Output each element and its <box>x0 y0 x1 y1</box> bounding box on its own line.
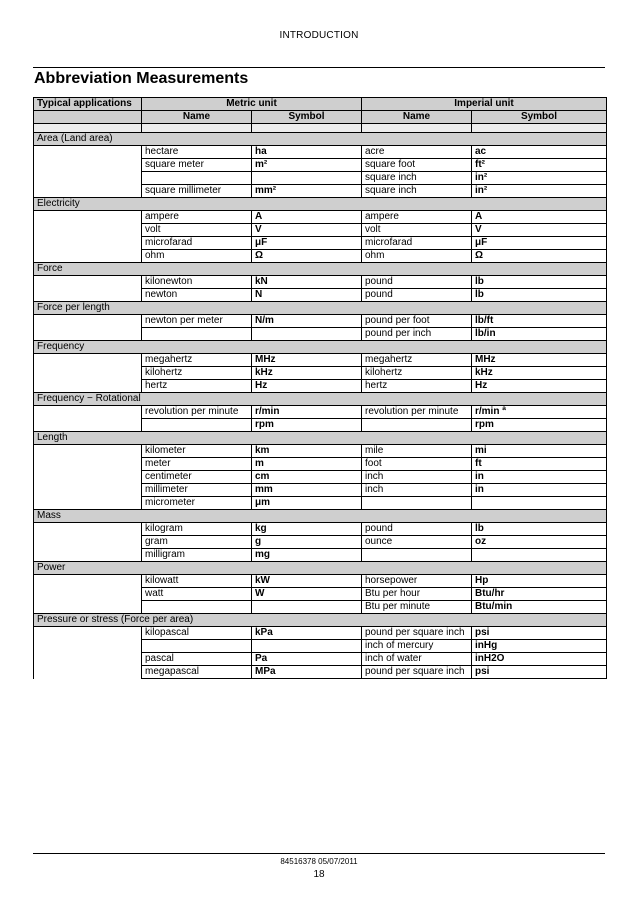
metric-symbol-cell: N/m <box>252 315 362 328</box>
application-blank-cell <box>34 497 142 510</box>
metric-name-cell <box>142 601 252 614</box>
imperial-symbol-cell: Btu/min <box>472 601 607 614</box>
application-blank-cell <box>34 380 142 393</box>
metric-symbol-cell: kPa <box>252 627 362 640</box>
imperial-name-cell: Btu per hour <box>362 588 472 601</box>
application-blank-cell <box>34 406 142 419</box>
metric-name-cell: kilometer <box>142 445 252 458</box>
metric-name-cell: centimeter <box>142 471 252 484</box>
category-row <box>34 562 607 575</box>
metric-symbol-cell: kN <box>252 276 362 289</box>
table-subheader-row <box>34 111 607 124</box>
category-label: Length <box>34 432 607 445</box>
application-blank-cell <box>34 640 142 653</box>
metric-name-cell: microfarad <box>142 237 252 250</box>
category-row <box>34 510 607 523</box>
application-blank-cell <box>34 172 142 185</box>
metric-name-cell: kilowatt <box>142 575 252 588</box>
imperial-symbol-cell: ft² <box>472 159 607 172</box>
table-row <box>34 185 607 198</box>
metric-symbol-cell: mg <box>252 549 362 562</box>
metric-name-cell: kilopascal <box>142 627 252 640</box>
table-row <box>34 315 607 328</box>
application-blank-cell <box>34 523 142 536</box>
imperial-symbol-cell: ac <box>472 146 607 159</box>
page-number: 18 <box>313 869 325 880</box>
application-blank-cell <box>34 458 142 471</box>
metric-name-cell: kilogram <box>142 523 252 536</box>
application-blank-cell <box>34 588 142 601</box>
imperial-symbol-cell: r/min ª <box>472 406 607 419</box>
application-blank-cell <box>34 315 142 328</box>
table-row <box>34 575 607 588</box>
imperial-symbol-cell: rpm <box>472 419 607 432</box>
metric-symbol-cell <box>252 172 362 185</box>
category-row <box>34 198 607 211</box>
imperial-symbol-cell: MHz <box>472 354 607 367</box>
metric-symbol-cell: ha <box>252 146 362 159</box>
table-row <box>34 549 607 562</box>
metric-name-cell: hectare <box>142 146 252 159</box>
table-row <box>34 666 607 679</box>
header-rule <box>33 67 605 68</box>
metric-symbol-cell: MPa <box>252 666 362 679</box>
metric-symbol-cell: N <box>252 289 362 302</box>
category-label: Pressure or stress (Force per area) <box>34 614 607 627</box>
category-label: Frequency − Rotational <box>34 393 607 406</box>
imperial-symbol-header: Symbol <box>472 111 607 124</box>
subheader-blank <box>34 111 142 124</box>
metric-name-cell <box>142 172 252 185</box>
imperial-symbol-cell: in <box>472 484 607 497</box>
metric-symbol-cell: m² <box>252 159 362 172</box>
application-blank-cell <box>34 146 142 159</box>
imperial-name-cell: foot <box>362 458 472 471</box>
metric-symbol-cell: cm <box>252 471 362 484</box>
metric-symbol-cell: mm² <box>252 185 362 198</box>
imperial-symbol-cell: Btu/hr <box>472 588 607 601</box>
metric-name-cell <box>142 640 252 653</box>
metric-symbol-cell: kg <box>252 523 362 536</box>
imperial-name-cell: megahertz <box>362 354 472 367</box>
imperial-symbol-cell: lb/ft <box>472 315 607 328</box>
application-blank-cell <box>34 471 142 484</box>
imperial-name-cell: square inch <box>362 172 472 185</box>
table-row <box>34 159 607 172</box>
table-row <box>34 458 607 471</box>
imperial-symbol-cell: lb <box>472 289 607 302</box>
metric-name-cell: megapascal <box>142 666 252 679</box>
imperial-name-cell: revolution per minute <box>362 406 472 419</box>
imperial-name-header: Name <box>362 111 472 124</box>
metric-symbol-header: Symbol <box>252 111 362 124</box>
imperial-name-cell: inch of mercury <box>362 640 472 653</box>
application-blank-cell <box>34 367 142 380</box>
table-row <box>34 328 607 341</box>
imperial-symbol-cell: Ω <box>472 250 607 263</box>
table-row <box>34 497 607 510</box>
imperial-symbol-cell: kHz <box>472 367 607 380</box>
imperial-name-cell: pound per square inch <box>362 627 472 640</box>
imperial-symbol-cell: in² <box>472 172 607 185</box>
table-row <box>34 588 607 601</box>
category-label: Power <box>34 562 607 575</box>
imperial-symbol-cell: μF <box>472 237 607 250</box>
table-row <box>34 380 607 393</box>
application-blank-cell <box>34 250 142 263</box>
category-row <box>34 302 607 315</box>
footer-rule <box>33 853 605 854</box>
metric-symbol-cell: μm <box>252 497 362 510</box>
table-row <box>34 484 607 497</box>
metric-symbol-cell: r/min <box>252 406 362 419</box>
imperial-symbol-cell: Hp <box>472 575 607 588</box>
metric-name-cell: gram <box>142 536 252 549</box>
metric-name-cell: newton per meter <box>142 315 252 328</box>
table-row <box>34 640 607 653</box>
imperial-symbol-cell: lb/in <box>472 328 607 341</box>
col-typical-applications: Typical applications <box>34 98 142 111</box>
metric-symbol-cell <box>252 640 362 653</box>
metric-name-cell: watt <box>142 588 252 601</box>
metric-name-cell: ohm <box>142 250 252 263</box>
imperial-symbol-cell: in <box>472 471 607 484</box>
table-row <box>34 419 607 432</box>
category-label: Force <box>34 263 607 276</box>
imperial-symbol-cell <box>472 549 607 562</box>
imperial-symbol-cell: lb <box>472 523 607 536</box>
table-row <box>34 536 607 549</box>
metric-name-cell: pascal <box>142 653 252 666</box>
application-blank-cell <box>34 549 142 562</box>
col-metric-unit: Metric unit <box>142 98 362 111</box>
table-row <box>34 406 607 419</box>
metric-name-cell: newton <box>142 289 252 302</box>
metric-name-cell: hertz <box>142 380 252 393</box>
spacer-row <box>34 124 607 133</box>
metric-name-cell: revolution per minute <box>142 406 252 419</box>
imperial-name-cell: ampere <box>362 211 472 224</box>
metric-symbol-cell: W <box>252 588 362 601</box>
table-row <box>34 172 607 185</box>
metric-name-cell: megahertz <box>142 354 252 367</box>
application-blank-cell <box>34 159 142 172</box>
metric-name-cell: millimeter <box>142 484 252 497</box>
table-row <box>34 146 607 159</box>
category-row <box>34 393 607 406</box>
metric-name-cell: square millimeter <box>142 185 252 198</box>
application-blank-cell <box>34 354 142 367</box>
document-code: 84516378 05/07/2011 <box>280 857 358 866</box>
application-blank-cell <box>34 328 142 341</box>
imperial-symbol-cell: inH2O <box>472 653 607 666</box>
application-blank-cell <box>34 224 142 237</box>
imperial-name-cell: pound <box>362 523 472 536</box>
application-blank-cell <box>34 211 142 224</box>
imperial-name-cell: pound per square inch <box>362 666 472 679</box>
imperial-name-cell: ohm <box>362 250 472 263</box>
imperial-symbol-cell: psi <box>472 666 607 679</box>
application-blank-cell <box>34 653 142 666</box>
metric-symbol-cell: MHz <box>252 354 362 367</box>
metric-name-cell: meter <box>142 458 252 471</box>
imperial-name-cell: horsepower <box>362 575 472 588</box>
imperial-name-cell <box>362 419 472 432</box>
table-row <box>34 601 607 614</box>
imperial-name-cell: ounce <box>362 536 472 549</box>
metric-symbol-cell: Hz <box>252 380 362 393</box>
imperial-name-cell: pound <box>362 276 472 289</box>
metric-symbol-cell: kW <box>252 575 362 588</box>
table-row <box>34 367 607 380</box>
abbreviation-table <box>33 97 607 679</box>
metric-name-cell <box>142 328 252 341</box>
category-row <box>34 432 607 445</box>
imperial-name-cell <box>362 549 472 562</box>
imperial-symbol-cell: lb <box>472 276 607 289</box>
imperial-name-cell: pound per inch <box>362 328 472 341</box>
table-row <box>34 653 607 666</box>
metric-symbol-cell: Ω <box>252 250 362 263</box>
application-blank-cell <box>34 276 142 289</box>
imperial-symbol-cell: A <box>472 211 607 224</box>
metric-symbol-cell: kHz <box>252 367 362 380</box>
metric-symbol-cell: mm <box>252 484 362 497</box>
imperial-name-cell: inch of water <box>362 653 472 666</box>
application-blank-cell <box>34 445 142 458</box>
application-blank-cell <box>34 289 142 302</box>
application-blank-cell <box>34 484 142 497</box>
imperial-name-cell: inch <box>362 484 472 497</box>
metric-symbol-cell: km <box>252 445 362 458</box>
category-label: Area (Land area) <box>34 133 607 146</box>
imperial-symbol-cell: Hz <box>472 380 607 393</box>
metric-symbol-cell: Pa <box>252 653 362 666</box>
imperial-symbol-cell: psi <box>472 627 607 640</box>
metric-name-cell: kilohertz <box>142 367 252 380</box>
imperial-symbol-cell: oz <box>472 536 607 549</box>
imperial-name-cell: volt <box>362 224 472 237</box>
table-row <box>34 445 607 458</box>
table-row <box>34 523 607 536</box>
category-row <box>34 263 607 276</box>
category-row <box>34 614 607 627</box>
metric-name-cell <box>142 419 252 432</box>
application-blank-cell <box>34 601 142 614</box>
metric-symbol-cell <box>252 601 362 614</box>
imperial-symbol-cell: inHg <box>472 640 607 653</box>
application-blank-cell <box>34 419 142 432</box>
imperial-symbol-cell: mi <box>472 445 607 458</box>
table-row <box>34 224 607 237</box>
imperial-name-cell: mile <box>362 445 472 458</box>
metric-symbol-cell: V <box>252 224 362 237</box>
metric-name-header: Name <box>142 111 252 124</box>
imperial-name-cell: hertz <box>362 380 472 393</box>
table-header-row <box>34 98 607 111</box>
table-row <box>34 276 607 289</box>
table-row <box>34 250 607 263</box>
metric-symbol-cell: m <box>252 458 362 471</box>
imperial-name-cell: microfarad <box>362 237 472 250</box>
category-row <box>34 133 607 146</box>
table-row <box>34 627 607 640</box>
imperial-name-cell: square foot <box>362 159 472 172</box>
imperial-name-cell: kilohertz <box>362 367 472 380</box>
col-imperial-unit: Imperial unit <box>362 98 607 111</box>
metric-name-cell: square meter <box>142 159 252 172</box>
category-label: Electricity <box>34 198 607 211</box>
metric-name-cell: milligram <box>142 549 252 562</box>
imperial-symbol-cell: ft <box>472 458 607 471</box>
application-blank-cell <box>34 536 142 549</box>
imperial-symbol-cell: V <box>472 224 607 237</box>
metric-name-cell: ampere <box>142 211 252 224</box>
metric-symbol-cell: rpm <box>252 419 362 432</box>
category-row <box>34 341 607 354</box>
metric-symbol-cell: μF <box>252 237 362 250</box>
table-row <box>34 237 607 250</box>
imperial-name-cell: pound <box>362 289 472 302</box>
page-title: Abbreviation Measurements <box>34 70 249 87</box>
imperial-name-cell: inch <box>362 471 472 484</box>
metric-name-cell: kilonewton <box>142 276 252 289</box>
application-blank-cell <box>34 237 142 250</box>
imperial-name-cell <box>362 497 472 510</box>
table-row <box>34 211 607 224</box>
category-label: Mass <box>34 510 607 523</box>
imperial-symbol-cell: in² <box>472 185 607 198</box>
table-row <box>34 354 607 367</box>
imperial-symbol-cell <box>472 497 607 510</box>
table-row <box>34 289 607 302</box>
metric-name-cell: micrometer <box>142 497 252 510</box>
application-blank-cell <box>34 575 142 588</box>
section-header: INTRODUCTION <box>279 30 359 41</box>
application-blank-cell <box>34 185 142 198</box>
metric-symbol-cell <box>252 328 362 341</box>
metric-symbol-cell: A <box>252 211 362 224</box>
category-label: Force per length <box>34 302 607 315</box>
imperial-name-cell: pound per foot <box>362 315 472 328</box>
imperial-name-cell: Btu per minute <box>362 601 472 614</box>
table-row <box>34 471 607 484</box>
application-blank-cell <box>34 666 142 679</box>
application-blank-cell <box>34 627 142 640</box>
imperial-name-cell: acre <box>362 146 472 159</box>
category-label: Frequency <box>34 341 607 354</box>
imperial-name-cell: square inch <box>362 185 472 198</box>
metric-name-cell: volt <box>142 224 252 237</box>
metric-symbol-cell: g <box>252 536 362 549</box>
